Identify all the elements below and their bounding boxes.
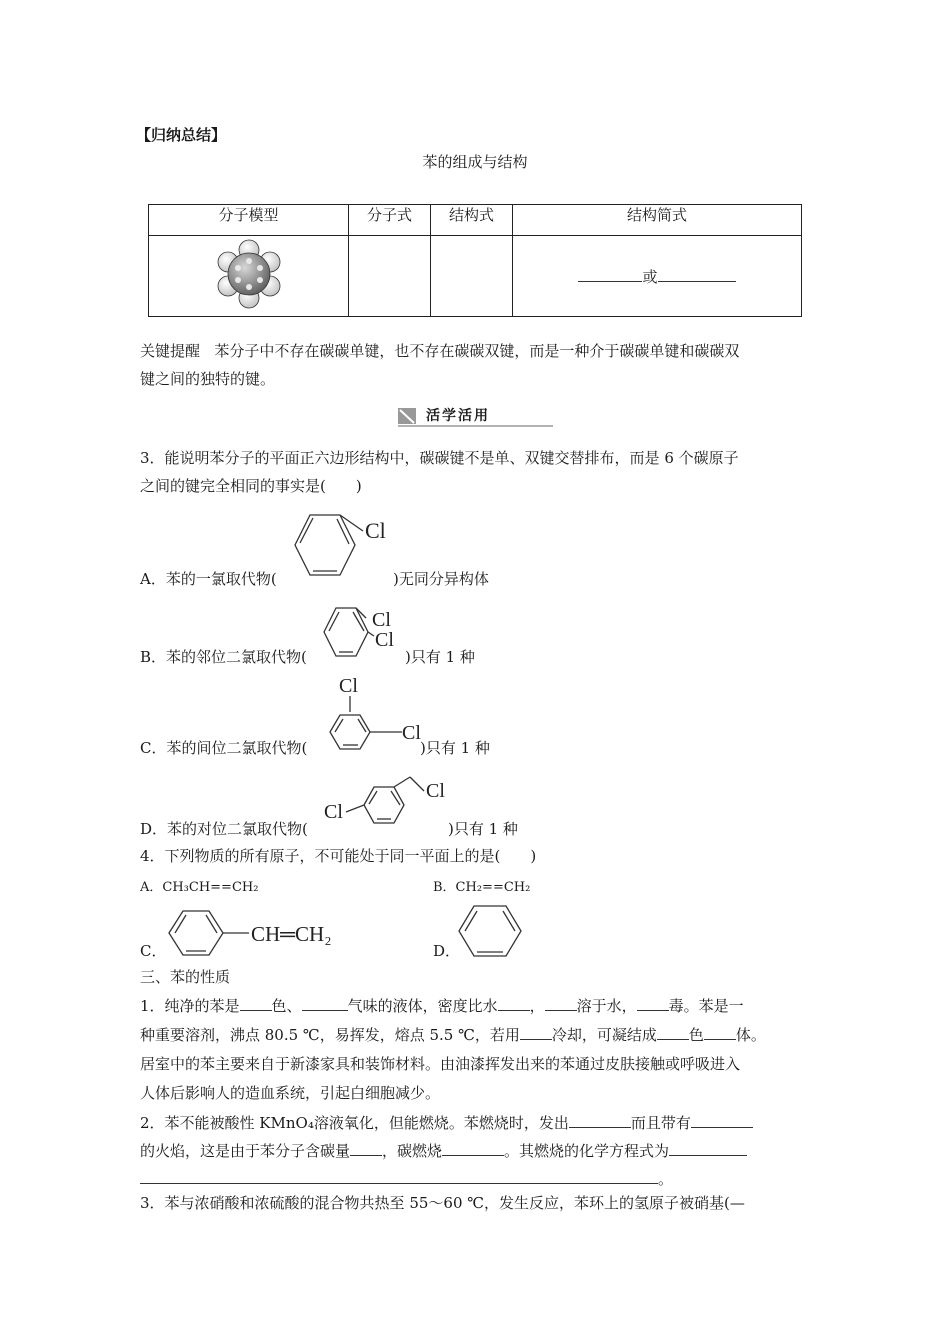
key-tip-label: 关键提醒 (140, 342, 201, 360)
q3-option-c-pre: C．苯的间位二氯取代物( (140, 739, 308, 757)
q3-option-c-post: )只有 1 种 (420, 739, 490, 757)
blank (704, 1025, 736, 1040)
text: 居室中的苯主要来自于新漆家具和装饰材料。由油漆挥发出来的苯通过皮肤接触或呼吸进入 (140, 1055, 741, 1073)
chlorobenzene-structure (285, 505, 400, 585)
table-title: 苯的组成与结构 (422, 153, 528, 171)
vinyl-group-label: CH═CH₂ (251, 922, 332, 946)
blank (520, 1025, 552, 1040)
blank (691, 1113, 753, 1128)
q3-stem (140, 444, 810, 500)
q3-option-a-pre: A．苯的一氯取代物( (140, 570, 277, 588)
blank (302, 996, 348, 1011)
q3-stem-line1: 3．能说明苯分子的平面正六边形结构中，碳碳键不是单、双键交替排布，而是 6 个碳原子 (140, 449, 739, 467)
cl-label: Cl (365, 518, 386, 543)
molecular-formula-cell (349, 236, 431, 317)
blank (140, 1169, 658, 1184)
section3-heading: 三、苯的性质 (140, 968, 231, 986)
text: 气味的液体，密度比水 (347, 997, 498, 1015)
section-banner (398, 405, 553, 429)
key-tip (140, 337, 810, 393)
cl-label-1: Cl (324, 801, 343, 823)
blank (442, 1141, 504, 1156)
structural-formula-cell (431, 236, 513, 317)
q4-option-c-label: C． (140, 942, 167, 960)
blank (657, 1025, 689, 1040)
styrene-structure (165, 903, 355, 963)
header-molecular-model: 分子模型 (149, 205, 349, 236)
text: 。 (658, 1170, 674, 1188)
benzene-structure (455, 900, 530, 962)
simplified-formula-cell (513, 236, 802, 317)
blank (498, 996, 530, 1011)
q3-option-a-post: )无同分异构体 (393, 570, 489, 588)
cl-label-2: Cl (402, 722, 421, 744)
section3-paragraph3: 3．苯与浓硝酸和浓硫酸的混合物共热至 55～60 ℃，发生反应，苯环上的氢原子被硝基(— (140, 1194, 745, 1212)
cl-label-2: Cl (375, 629, 394, 651)
para-dichlorobenzene-structure (322, 765, 457, 840)
q3-option-d-post: )只有 1 种 (448, 820, 518, 838)
text: 1．纯净的苯是 (140, 997, 240, 1015)
section3-paragraph2 (140, 1109, 810, 1193)
text: 色 (688, 1026, 704, 1044)
q4-option-d-label: D． (433, 942, 461, 960)
or-text: 或 (642, 267, 658, 286)
section3-paragraph1 (140, 992, 810, 1108)
text: 人体后影响人的造血系统，引起白细胞减少。 (140, 1084, 441, 1102)
text: 而且带有 (630, 1114, 691, 1132)
q4-option-b: B．CH₂==CH₂ (433, 880, 531, 895)
text: 毒。苯是一 (668, 997, 744, 1015)
text: ，碳燃烧 (382, 1142, 443, 1160)
q3-option-b-pre: B．苯的邻位二氯取代物( (140, 648, 307, 666)
molecular-model-cell (149, 236, 349, 317)
meta-dichlorobenzene-structure (322, 672, 432, 757)
blank (578, 267, 642, 282)
q4-stem: 4．下列物质的所有原子，不可能处于同一平面上的是( ) (140, 847, 537, 865)
header-simplified-formula: 结构简式 (513, 205, 802, 236)
blank (240, 996, 272, 1011)
text: 2．苯不能被酸性 KMnO₄溶液氧化，但能燃烧。苯燃烧时，发出 (140, 1114, 569, 1132)
text: ， (529, 997, 545, 1015)
blank (545, 996, 577, 1011)
blank (569, 1113, 631, 1128)
header-molecular-formula: 分子式 (349, 205, 431, 236)
blank (669, 1141, 747, 1156)
text: 色、 (271, 997, 302, 1015)
text: 。其燃烧的化学方程式为 (504, 1142, 670, 1160)
q3-option-b-post: )只有 1 种 (405, 648, 475, 666)
banner-label: 活学活用 (426, 408, 490, 424)
blank (350, 1141, 382, 1156)
cl-label-1: Cl (339, 675, 358, 697)
header-structural-formula: 结构式 (431, 205, 513, 236)
blank (658, 267, 736, 282)
benzene-structure-table (148, 204, 802, 317)
text: 种重要溶剂，沸点 80.5 ℃，易挥发，熔点 5.5 ℃，若用 (140, 1026, 520, 1044)
q3-option-d-pre: D．苯的对位二氯取代物( (140, 820, 308, 838)
benzene-model-image (214, 239, 284, 309)
text: 冷却，可凝结成 (551, 1026, 657, 1044)
summary-heading: 【归纳总结】 (136, 126, 227, 144)
cl-label-2: Cl (426, 780, 445, 802)
text: 的火焰，这是由于苯分子含碳量 (140, 1142, 351, 1160)
text: 溶于水， (576, 997, 637, 1015)
text: 体。 (735, 1026, 766, 1044)
cl-label-1: Cl (372, 609, 391, 631)
q3-stem-line2: 之间的键完全相同的事实是( ) (140, 477, 362, 495)
key-tip-line1: 苯分子中不存在碳碳单键，也不存在碳碳双键，而是一种介于碳碳单键和碳碳双 (214, 342, 740, 360)
blank (637, 996, 669, 1011)
q4-option-a: A．CH₃CH==CH₂ (140, 880, 259, 895)
key-tip-line2: 键之间的独特的键。 (140, 370, 276, 388)
